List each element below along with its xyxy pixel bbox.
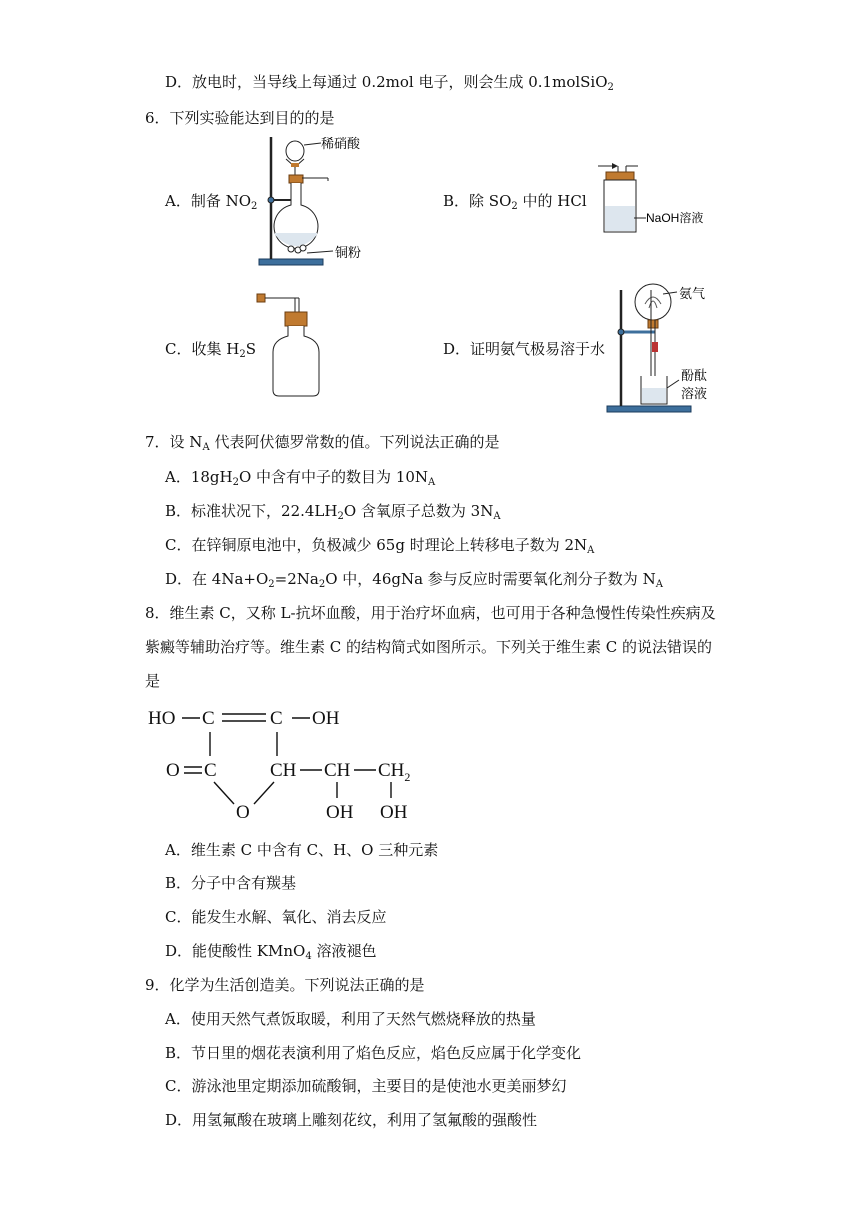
- figure-collection-bottle: [255, 290, 330, 400]
- atom-ho-left: HO: [148, 708, 176, 729]
- atom-oh-mid: OH: [326, 802, 354, 823]
- q8-stem-line2: 紫癜等辅助治疗等。维生素 C 的结构简式如图所示。下列关于维生素 C 的说法错误的: [145, 638, 713, 656]
- q6-option-b: B．除 $SO_2$ 中的 HCl: [443, 192, 587, 212]
- atom-oh-end: OH: [380, 802, 408, 823]
- q6-option-a: A．制备 $NO_2$: [165, 192, 258, 212]
- atom-ch2-end: $CH_2$: [378, 760, 411, 784]
- label-phenolphthalein: 酚酞: [681, 368, 708, 383]
- atom-c3: C: [204, 760, 217, 781]
- figure-gas-washing-bottle: [596, 160, 721, 240]
- vitamin-c-structure: [140, 700, 430, 825]
- atom-o-carbonyl: O: [166, 760, 180, 781]
- q8-option-a: A．维生素 C 中含有 C、H、O 三种元素: [165, 841, 439, 859]
- figure-ammonia-fountain: [605, 280, 720, 415]
- atom-oh-right: OH: [312, 708, 340, 729]
- q9-option-c: C．游泳池里定期添加硫酸铜，主要目的是使池水更美丽梦幻: [165, 1077, 567, 1095]
- q9-option-a: A．使用天然气煮饭取暖，利用了天然气燃烧释放的热量: [165, 1010, 536, 1028]
- q7-option-a: A．$18gH_2O$ 中含有中子的数目为 $10N_A$: [165, 468, 436, 488]
- q9-option-b: B．节日里的烟花表演利用了焰色反应，焰色反应属于化学变化: [165, 1044, 582, 1062]
- q7-option-c: C．在锌铜原电池中，负极减少 65g 时理论上转移电子数为 $2N_A$: [165, 536, 595, 556]
- label-solution: 溶液: [681, 386, 708, 401]
- atom-ch1: CH: [270, 760, 297, 781]
- q8-stem-line1: 8．维生素 C，又称 L-抗坏血酸，用于治疗坏血病，也可用于各种急慢性传染性疾病及: [145, 604, 716, 622]
- q8-option-d: D．能使酸性 KMnO$_4$ 溶液褪色: [165, 942, 377, 962]
- label-ammonia-gas: 氨气: [679, 286, 706, 301]
- q6-stem: 6．下列实验能达到目的的是: [145, 109, 335, 127]
- q9-stem: 9．化学为生活创造美。下列说法正确的是: [145, 976, 425, 994]
- atom-ch2: CH: [324, 760, 351, 781]
- q8-option-c: C．能发生水解、氧化、消去反应: [165, 908, 387, 926]
- atom-c2: C: [270, 708, 283, 729]
- atom-c1: C: [202, 708, 215, 729]
- q8-option-b: B．分子中含有羰基: [165, 874, 297, 892]
- label-naoh-solution: NaOH溶液: [646, 211, 704, 225]
- label-dilute-nitric: 稀硝酸: [321, 136, 361, 151]
- atom-o-ring: O: [236, 802, 250, 823]
- q9-option-d: D．用氢氟酸在玻璃上雕刻花纹，利用了氢氟酸的强酸性: [165, 1111, 538, 1129]
- figure-nitric-acid-apparatus: [255, 133, 370, 268]
- q8-stem-line3: 是: [145, 672, 161, 690]
- q6-option-d: D．证明氨气极易溶于水: [443, 340, 606, 358]
- label-copper-powder: 铜粉: [335, 245, 362, 260]
- q7-option-b: B．标准状况下，$22.4LH_2O$ 含氧原子总数为 $3N_A$: [165, 502, 501, 522]
- q6-option-c: C．收集 $H_2S$: [165, 340, 256, 360]
- q7-option-d: D．在 $4Na+O_2=2Na_2O$ 中，46gNa 参与反应时需要氧化剂分子数为 $N_A$: [165, 570, 663, 590]
- q5-option-d: D．放电时，当导线上每通过 0.2mol 电子，则会生成 0.1molSiO$_2$: [165, 73, 614, 93]
- q7-stem: 7．设 $N_A$ 代表阿伏德罗常数的值。下列说法正确的是: [145, 433, 500, 453]
